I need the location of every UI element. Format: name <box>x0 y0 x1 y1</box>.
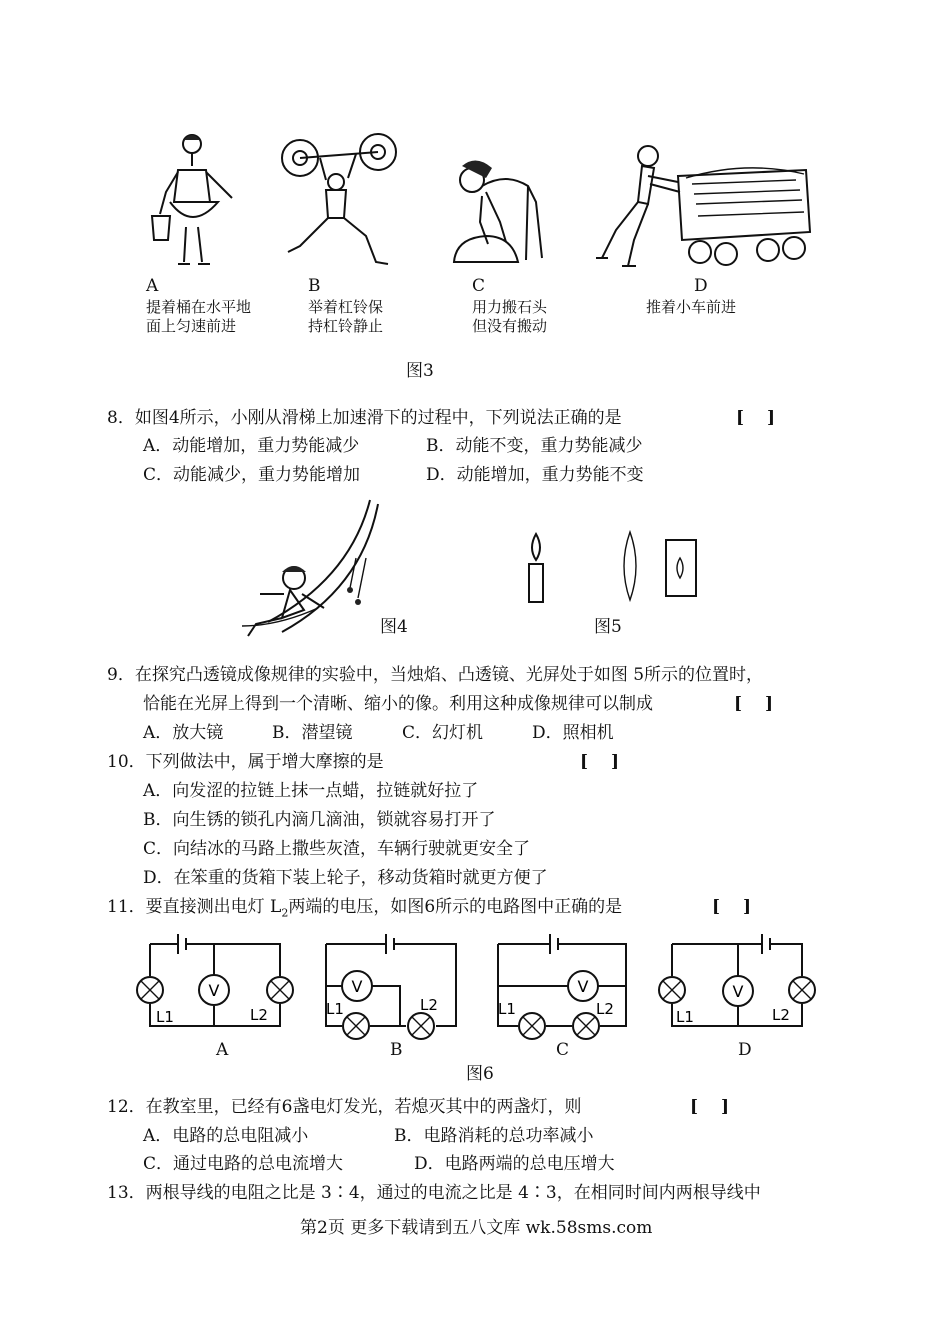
q8-option-b: B．动能不变，重力势能减少 <box>426 436 643 456</box>
q12-option-d: D．电路两端的总电压增大 <box>414 1154 615 1174</box>
q8-option-d: D．动能增加，重力势能不变 <box>426 465 644 485</box>
circuit-a <box>134 930 298 1030</box>
q9-stem-line2: 恰能在光屏上得到一个清晰、缩小的像。利用这种成像规律可以制成 <box>143 694 653 714</box>
lamp-l1-label: L1 <box>156 1008 174 1026</box>
fig3-caption: 图3 <box>406 361 434 381</box>
fig4-slide-illustration <box>238 498 383 640</box>
fig3-panel-a-illustration <box>140 132 250 272</box>
fig4-caption: 图4 <box>380 617 408 637</box>
voltmeter-label: V <box>577 977 589 996</box>
q8-option-a: A．动能增加，重力势能减少 <box>143 436 360 456</box>
lamp-l1-label: L1 <box>326 1000 344 1018</box>
fig3-desc-c-line1: 用力搬石头 <box>472 298 548 316</box>
q9-option-c: C．幻灯机 <box>402 723 484 743</box>
q12-option-c: C．通过电路的总电流增大 <box>143 1154 344 1174</box>
q8-answer-bracket: [ ] <box>736 408 776 428</box>
q9-answer-bracket: [ ] <box>734 694 774 714</box>
fig3-letter-c: C <box>472 276 486 296</box>
q11-stem-pre: 11．要直接测出电灯 L <box>107 897 282 917</box>
q12-option-b: B．电路消耗的总功率减小 <box>394 1126 594 1146</box>
q12-stem: 12．在教室里，已经有6盏电灯发光，若熄灭其中的两盏灯，则 <box>107 1097 582 1117</box>
fig5-caption: 图5 <box>594 617 622 637</box>
q10-option-c: C．向结冰的马路上撒些灰渣，车辆行驶就更安全了 <box>143 839 531 859</box>
q9-option-d: D．照相机 <box>532 723 614 743</box>
q10-answer-bracket: [ ] <box>580 752 620 772</box>
circuit-b <box>320 930 460 1040</box>
candle <box>529 564 543 602</box>
q13-stem: 13．两根导线的电阻之比是 3∶4，通过的电流之比是 4∶3，在相同时间内两根导线中 <box>107 1183 761 1203</box>
convex-lens <box>624 532 636 600</box>
fig6-letter-a: A <box>216 1040 229 1060</box>
candle-flame <box>532 534 540 560</box>
lamp-l1-label: L1 <box>498 1000 516 1018</box>
fig3-letter-d: D <box>694 276 708 296</box>
fig3-desc-b-line1: 举着杠铃保 <box>308 298 384 316</box>
q11-stem-sub: 2 <box>281 906 289 920</box>
lamp-l2-label: L2 <box>250 1006 268 1024</box>
q11-answer-bracket: [ ] <box>712 897 752 917</box>
fig3-panel-d-illustration <box>596 140 818 272</box>
fig6-letter-b: B <box>390 1040 403 1060</box>
q10-option-a: A．向发涩的拉链上抹一点蜡，拉链就好拉了 <box>143 781 479 801</box>
fig3-desc-a-line1: 提着桶在水平地 <box>146 298 252 316</box>
q8-stem: 8．如图4所示，小刚从滑梯上加速滑下的过程中，下列说法正确的是 <box>107 408 622 428</box>
q12-answer-bracket: [ ] <box>690 1097 730 1117</box>
fig3-desc-d-line1: 推着小车前进 <box>646 298 737 316</box>
lamp-l2-label: L2 <box>596 1000 614 1018</box>
page-footer: 第2页 更多下载请到五八文库 wk.58sms.com <box>300 1218 653 1238</box>
lamp-l1-label: L1 <box>676 1008 694 1026</box>
fig5-optics-illustration <box>516 530 700 606</box>
q10-option-b: B．向生锈的锁孔内滴几滴油，锁就容易打开了 <box>143 810 496 830</box>
voltmeter-label: V <box>732 982 744 1001</box>
circuit-d <box>656 930 822 1030</box>
lamp-l2-label: L2 <box>772 1006 790 1024</box>
fig3-panel-c-illustration <box>446 152 556 270</box>
q10-option-d: D．在笨重的货箱下装上轮子，移动货箱时就更方便了 <box>143 868 548 888</box>
fig6-caption: 图6 <box>466 1064 494 1084</box>
q8-option-c: C．动能减少，重力势能增加 <box>143 465 361 485</box>
fig3-desc-c-line2: 但没有搬动 <box>472 317 548 335</box>
light-screen <box>666 540 696 596</box>
q9-option-a: A．放大镜 <box>143 723 224 743</box>
fig3-panel-b-illustration <box>280 136 400 270</box>
lamp-l2-label: L2 <box>420 996 438 1014</box>
fig3-desc-a-line2: 面上匀速前进 <box>146 317 237 335</box>
q9-option-b: B．潜望镜 <box>272 723 353 743</box>
fig3-letter-a: A <box>146 276 159 296</box>
fig6-letter-d: D <box>738 1040 752 1060</box>
q11-stem-post: 两端的电压，如图6所示的电路图中正确的是 <box>288 897 623 917</box>
q12-option-a: A．电路的总电阻减小 <box>143 1126 309 1146</box>
fig6-letter-c: C <box>556 1040 570 1060</box>
circuit-c <box>492 930 632 1040</box>
fig3-desc-b-line2: 持杠铃静止 <box>308 317 384 335</box>
fig3-letter-b: B <box>308 276 321 296</box>
q10-stem: 10．下列做法中，属于增大摩擦的是 <box>107 752 384 772</box>
voltmeter-label: V <box>208 981 220 1000</box>
voltmeter-label: V <box>351 977 363 996</box>
q9-stem-line1: 9．在探究凸透镜成像规律的实验中，当烛焰、凸透镜、光屏处于如图 5所示的位置时， <box>107 665 764 685</box>
q11-stem <box>107 897 622 923</box>
